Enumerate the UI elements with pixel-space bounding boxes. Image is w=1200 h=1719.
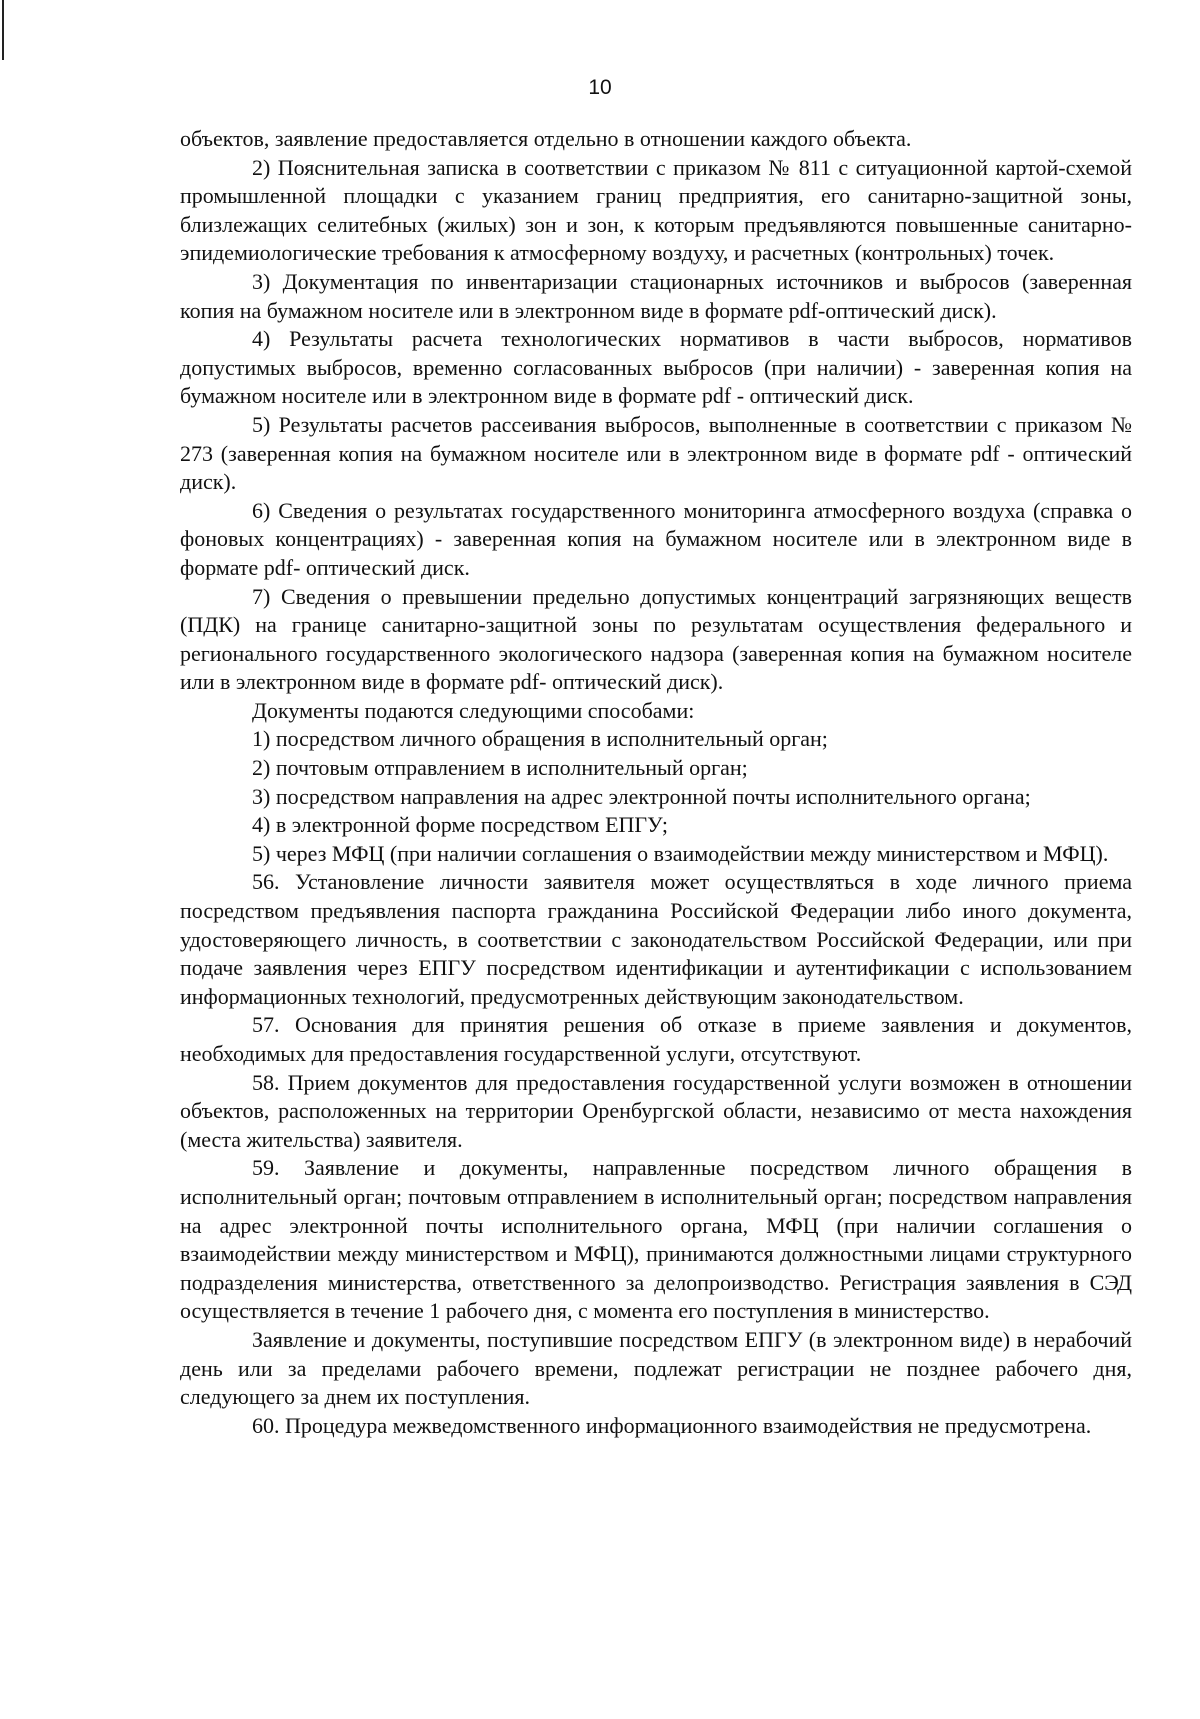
- paragraph-submission-intro: Документы подаются следующими способами:: [252, 697, 695, 723]
- paragraph-method-5: 5) через МФЦ (при наличии соглашения о взаимодействии между министерством и МФЦ).: [252, 840, 1109, 866]
- paragraph-59-continuation: Заявление и документы, поступившие посредством ЕПГУ (в электронном виде) в нерабочий день или за пределами рабочего времени, подлежат регистрации не позднее рабочего дня, следующего за днем их поступления.: [180, 1326, 1132, 1410]
- paragraph-item-6: 6) Сведения о результатах государственного мониторинга атмосферного воздуха (справка о фоновых концентрациях) - заверенная копия на бумажном носителе или в электронном виде в формате pdf- оптический диск.: [180, 497, 1132, 580]
- paragraph-item-4: 4) Результаты расчета технологических нормативов в части выбросов, нормативов допустимых выбросов, временно согласованных выбросов (при наличии) - заверенная копия на бумажном носителе или в электронном виде в формате pdf - оптический диск.: [180, 326, 1132, 409]
- paragraph-method-1: 1) посредством личного обращения в исполнительный орган;: [252, 726, 828, 752]
- paragraph-58: 58. Прием документов для предоставления государственной услуги возможен в отношении объектов, расположенных на территории Оренбургской области, независимо от места нахождения (места жительства) заявителя.: [180, 1069, 1132, 1152]
- paragraph-56: 56. Установление личности заявителя может осуществляться в ходе личного приема посредством предъявления паспорта гражданина Российской Федерации либо иного документа, удостоверяющего личность, в соответствии с законодательством Российской Федерации, или при подаче заявления через ЕПГУ посредством идентификации и аутентификации с использованием информационных технологий, предусмотренных действующим законодательством.: [180, 869, 1132, 1009]
- paragraph-59: 59. Заявление и документы, направленные посредством личного обращения в исполнительный орган; почтовым отправлением в исполнительный орган; посредством направления на адрес электронной почты исполнительного органа, МФЦ (при наличии соглашения о взаимодействии между министерством и МФЦ), принимаются должностными лицами структурного подразделения министерства, ответственного за делопроизводство. Регистрация заявления в СЭД осуществляется в течение 1 рабочего дня, с момента его поступления в министерство.: [180, 1155, 1132, 1324]
- paragraph-item-2: 2) Пояснительная записка в соответствии с приказом № 811 с ситуационной картой-схемой промышленной площадки с указанием границ предприятия, его санитарно-защитной зоны, близлежащих селитебных (жилых) зон и зон, к которым предъявляются повышенные санитарно-эпидемиологические требования к атмосферному воздуху, и расчетных (контрольных) точек.: [180, 154, 1132, 266]
- paragraph-item-7: 7) Сведения о превышении предельно допустимых концентраций загрязняющих веществ (ПДК) на границе санитарно-защитной зоны по результатам осуществления федерального и регионального государственного экологического надзора (заверенная копия на бумажном носителе или в электронном виде в формате pdf- оптический диск).: [180, 583, 1132, 695]
- paragraph-continuation: объектов, заявление предоставляется отдельно в отношении каждого объекта.: [180, 126, 912, 151]
- scan-edge-line: [2, 0, 4, 60]
- paragraph-method-3: 3) посредством направления на адрес электронной почты исполнительного органа;: [252, 783, 1031, 809]
- page-number: 10: [588, 76, 612, 99]
- paragraph-57: 57. Основания для принятия решения об отказе в приеме заявления и документов, необходимых для предоставления государственной услуги, отсутствуют.: [180, 1012, 1132, 1066]
- paragraph-60: 60. Процедура межведомственного информационного взаимодействия не предусмотрена.: [252, 1412, 1092, 1438]
- paragraph-method-4: 4) в электронной форме посредством ЕПГУ;: [252, 812, 668, 838]
- paragraph-item-3: 3) Документация по инвентаризации стационарных источников и выбросов (заверенная копия на бумажном носителе или в электронном виде в формате pdf-оптический диск).: [180, 268, 1132, 323]
- paragraph-item-5: 5) Результаты расчетов рассеивания выбросов, выполненные в соответствии с приказом № 273 (заверенная копия на бумажном носителе или в электронном виде в формате pdf - оптический диск).: [180, 411, 1132, 495]
- document-body: [180, 125, 1132, 1440]
- paragraph-method-2: 2) почтовым отправлением в исполнительный орган;: [252, 755, 748, 781]
